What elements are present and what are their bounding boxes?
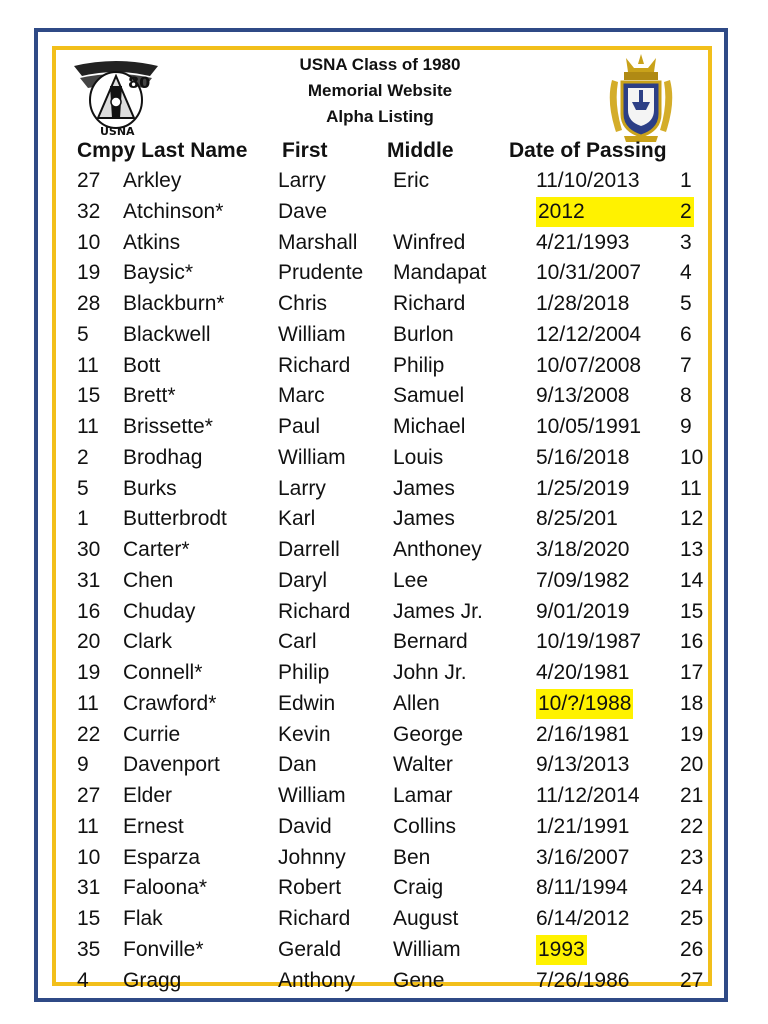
last-name: Faloona* — [123, 876, 208, 900]
row-number: 22 — [680, 814, 704, 838]
crest-text: USNA — [100, 125, 135, 138]
list-item — [0, 351, 768, 382]
row-number: 6 — [680, 322, 692, 346]
last-name: Burks — [123, 476, 177, 500]
list-item — [0, 904, 768, 935]
list-item — [0, 966, 768, 997]
date-of-passing: 9/13/2013 — [536, 753, 630, 777]
last-name: Atchinson* — [123, 199, 224, 223]
first-name: Karl — [278, 507, 316, 531]
list-item — [0, 566, 768, 597]
last-name: Atkins — [123, 230, 181, 254]
middle-name: August — [393, 907, 459, 930]
last-name: Chuday — [123, 599, 196, 623]
first-name: Richard — [278, 353, 351, 377]
date-of-passing: 1/28/2018 — [536, 292, 630, 315]
middle-name: John Jr. — [393, 661, 467, 684]
header-middle: Middle — [387, 139, 454, 162]
middle-name: James — [393, 507, 455, 531]
middle-name: Allen — [393, 691, 440, 715]
list-item — [0, 504, 768, 535]
company-number: 35 — [77, 937, 101, 961]
list-item — [0, 750, 768, 781]
middle-name: Craig — [393, 876, 444, 900]
date-of-passing: 3/18/2020 — [536, 538, 630, 561]
middle-name: Richard — [393, 292, 466, 315]
company-number: 30 — [77, 538, 101, 561]
date-of-passing: 3/16/2007 — [536, 845, 630, 869]
date-of-passing: 10/07/2008 — [536, 353, 642, 377]
last-name: Brett* — [123, 384, 176, 408]
row-number: 11 — [680, 476, 702, 500]
first-name: Johnny — [278, 845, 346, 869]
last-name: Butterbrodt — [123, 507, 227, 531]
list-item — [0, 781, 768, 812]
first-name: Carl — [278, 630, 317, 654]
middle-name: Winfred — [393, 230, 466, 254]
class-crest-logo — [70, 56, 162, 138]
date-of-passing: 10/?/1988 — [536, 689, 633, 719]
company-number: 1 — [77, 507, 89, 531]
title-line-3: Alpha Listing — [326, 107, 434, 126]
first-name: William — [278, 445, 346, 469]
date-of-passing: 1993 — [536, 935, 587, 965]
company-number: 11 — [77, 814, 99, 838]
first-name: Dan — [278, 753, 317, 777]
row-number: 9 — [680, 415, 692, 438]
header-date-of-passing: Date of Passing — [509, 139, 667, 162]
middle-name: Louis — [393, 445, 444, 469]
first-name: Marshall — [278, 230, 358, 254]
date-of-passing: 2012 — [536, 197, 694, 227]
row-number: 21 — [680, 784, 704, 807]
date-of-passing: 5/16/2018 — [536, 445, 630, 469]
last-name: Elder — [123, 784, 173, 807]
header-cmpy-last-name: Cmpy Last Name — [77, 139, 248, 162]
row-number: 24 — [680, 876, 704, 900]
middle-name: Samuel — [393, 384, 465, 408]
date-of-passing: 7/26/1986 — [536, 968, 630, 992]
row-number: 7 — [680, 353, 692, 377]
list-item — [0, 935, 768, 966]
company-number: 10 — [77, 230, 101, 254]
last-name: Brodhag — [123, 445, 203, 469]
list-item — [0, 412, 768, 443]
last-name: Chen — [123, 568, 174, 592]
first-name: Prudente — [278, 261, 364, 285]
first-name: Larry — [278, 476, 326, 500]
row-number: 1 — [680, 169, 692, 192]
middle-name: Mandapat — [393, 261, 487, 285]
first-name: Robert — [278, 876, 342, 900]
date-of-passing: 8/25/201 — [536, 507, 618, 531]
first-name: Philip — [278, 661, 330, 684]
row-number: 2 — [680, 199, 692, 223]
row-number: 19 — [680, 722, 704, 746]
date-of-passing: 1/21/1991 — [536, 814, 630, 838]
list-item — [0, 658, 768, 689]
last-name: Flak — [123, 907, 163, 930]
date-of-passing: 10/05/1991 — [536, 415, 642, 438]
list-item — [0, 289, 768, 320]
header-first: First — [282, 139, 328, 162]
middle-name: Collins — [393, 814, 457, 838]
company-number: 28 — [77, 292, 101, 315]
first-name: William — [278, 322, 346, 346]
date-of-passing: 7/09/1982 — [536, 568, 630, 592]
row-number: 23 — [680, 845, 704, 869]
middle-name: Lee — [393, 568, 429, 592]
first-name: Richard — [278, 599, 351, 623]
last-name: Baysic* — [123, 261, 194, 285]
row-number: 12 — [680, 507, 704, 531]
middle-name: Eric — [393, 169, 430, 192]
middle-name: Bernard — [393, 630, 468, 654]
company-number: 15 — [77, 384, 101, 408]
row-number: 4 — [680, 261, 692, 285]
middle-name: James Jr. — [393, 599, 483, 623]
list-item — [0, 843, 768, 874]
last-name: Clark — [123, 630, 173, 654]
date-of-passing: 10/31/2007 — [536, 261, 642, 285]
row-number: 8 — [680, 384, 692, 408]
row-number: 26 — [680, 937, 704, 961]
middle-name: Ben — [393, 845, 431, 869]
company-number: 11 — [77, 353, 99, 377]
last-name: Blackwell — [123, 322, 211, 346]
company-number: 27 — [77, 784, 101, 807]
list-item — [0, 381, 768, 412]
company-number: 22 — [77, 722, 101, 746]
date-of-passing: 8/11/1994 — [536, 876, 628, 900]
title-line-2: Memorial Website — [307, 81, 453, 100]
last-name: Ernest — [123, 814, 184, 838]
last-name: Blackburn* — [123, 292, 225, 315]
date-of-passing: 11/10/2013 — [536, 169, 640, 192]
last-name: Connell* — [123, 661, 203, 684]
row-number: 10 — [680, 445, 704, 469]
first-name: Edwin — [278, 691, 336, 715]
date-of-passing: 11/12/2014 — [536, 784, 640, 807]
row-number: 17 — [680, 661, 704, 684]
company-number: 11 — [77, 691, 99, 715]
row-number: 27 — [680, 968, 704, 992]
row-number: 25 — [680, 907, 704, 930]
list-item — [0, 597, 768, 628]
first-name: Daryl — [278, 568, 328, 592]
company-number: 19 — [77, 661, 101, 684]
first-name: Paul — [278, 415, 321, 438]
last-name: Brissette* — [123, 415, 213, 438]
middle-name: William — [393, 937, 461, 961]
row-number: 13 — [680, 538, 704, 561]
list-item — [0, 812, 768, 843]
last-name: Crawford* — [123, 691, 217, 715]
first-name: Richard — [278, 907, 351, 930]
middle-name: Michael — [393, 415, 466, 438]
first-name: Larry — [278, 169, 326, 192]
last-name: Gragg — [123, 968, 182, 992]
list-item — [0, 535, 768, 566]
list-item — [0, 443, 768, 474]
last-name: Carter* — [123, 538, 190, 561]
date-of-passing: 4/21/1993 — [536, 230, 630, 254]
last-name: Arkley — [123, 169, 182, 192]
date-of-passing: 12/12/2004 — [536, 322, 642, 346]
company-number: 31 — [77, 876, 101, 900]
middle-name: Lamar — [393, 784, 453, 807]
list-item — [0, 228, 768, 259]
middle-name: Burlon — [393, 322, 454, 346]
middle-name: Gene — [393, 968, 445, 992]
title-line-1: USNA Class of 1980 — [299, 55, 461, 74]
middle-name: Anthoney — [393, 538, 482, 561]
company-number: 4 — [77, 968, 89, 992]
middle-name: James — [393, 476, 455, 500]
company-number: 9 — [77, 753, 89, 777]
academy-seal-logo — [604, 52, 678, 144]
middle-name: Walter — [393, 753, 453, 777]
company-number: 27 — [77, 169, 101, 192]
date-of-passing: 2/16/1981 — [536, 722, 630, 746]
list-item — [0, 689, 768, 720]
list-item — [0, 258, 768, 289]
company-number: 19 — [77, 261, 101, 285]
company-number: 5 — [77, 322, 89, 346]
last-name: Fonville* — [123, 937, 204, 961]
first-name: William — [278, 784, 346, 807]
first-name: Darrell — [278, 538, 340, 561]
row-number: 5 — [680, 292, 692, 315]
row-number: 20 — [680, 753, 704, 777]
last-name: Bott — [123, 353, 161, 377]
list-item — [0, 197, 768, 228]
first-name: Chris — [278, 292, 328, 315]
middle-name: Philip — [393, 353, 445, 377]
first-name: Marc — [278, 384, 325, 408]
first-name: David — [278, 814, 332, 838]
list-item — [0, 873, 768, 904]
list-item — [0, 320, 768, 351]
company-number: 11 — [77, 415, 99, 438]
date-of-passing: 1/25/2019 — [536, 476, 630, 500]
first-name: Gerald — [278, 937, 342, 961]
list-item — [0, 166, 768, 197]
date-of-passing: 6/14/2012 — [536, 907, 630, 930]
company-number: 32 — [77, 199, 101, 223]
company-number: 16 — [77, 599, 101, 623]
last-name: Currie — [123, 722, 181, 746]
list-item — [0, 720, 768, 751]
row-number: 3 — [680, 230, 692, 254]
row-number: 15 — [680, 599, 704, 623]
middle-name: George — [393, 722, 464, 746]
row-number: 16 — [680, 630, 704, 654]
list-item — [0, 627, 768, 658]
first-name: Anthony — [278, 968, 356, 992]
row-number: 18 — [680, 691, 704, 715]
date-of-passing: 4/20/1981 — [536, 661, 630, 684]
last-name: Esparza — [123, 845, 201, 869]
company-number: 10 — [77, 845, 101, 869]
company-number: 20 — [77, 630, 101, 654]
company-number: 5 — [77, 476, 89, 500]
company-number: 2 — [77, 445, 89, 469]
crest-year: 80 — [128, 73, 151, 92]
company-number: 31 — [77, 568, 101, 592]
date-of-passing: 9/01/2019 — [536, 599, 630, 623]
date-of-passing: 9/13/2008 — [536, 384, 630, 408]
first-name: Dave — [278, 199, 328, 223]
date-of-passing: 10/19/1987 — [536, 630, 642, 654]
last-name: Davenport — [123, 753, 220, 777]
row-number: 14 — [680, 568, 704, 592]
first-name: Kevin — [278, 722, 331, 746]
list-item — [0, 474, 768, 505]
memorial-list — [0, 166, 768, 996]
company-number: 15 — [77, 907, 101, 930]
